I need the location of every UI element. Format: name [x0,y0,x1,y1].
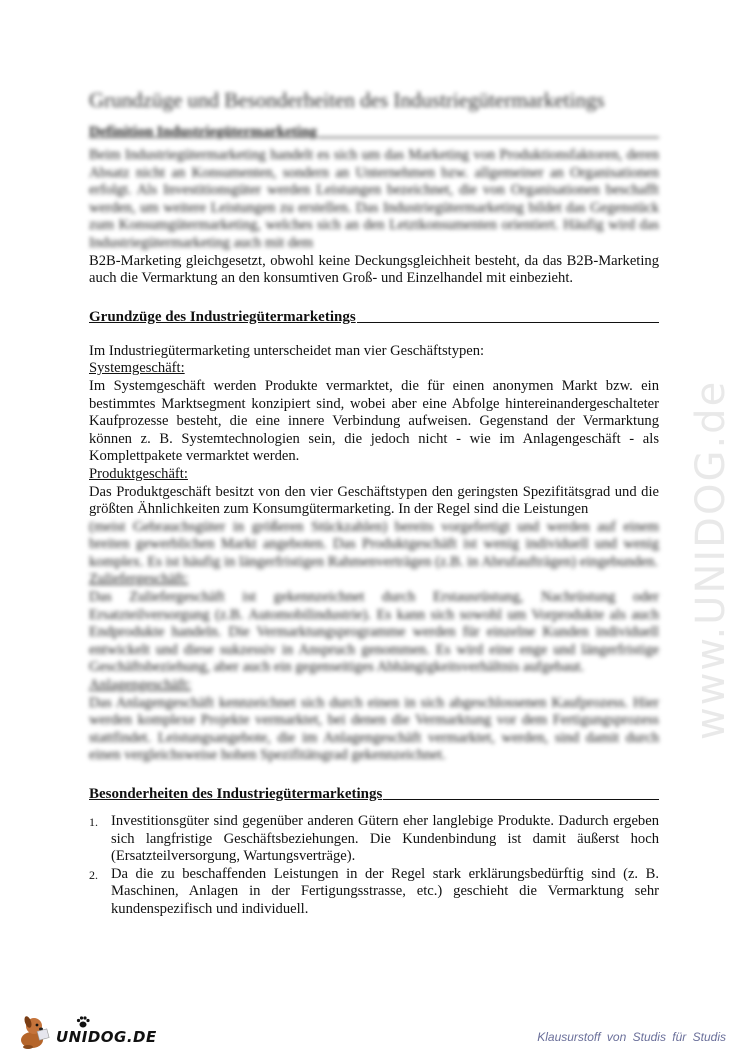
product-paragraph-blurred: (meist Gebrauchsgüter in größeren Stückzahlen) bereits vorgefertigt und werden auf einem breiten gewerblichen Markt angeboten. Das Produktgeschäft ist wenig individuell und wenig komplex. Es ist häufig in längerfristigen Rahmenverträgen (z.B. in Abrufaufträgen) eingebunden. [89,518,659,570]
subheading-anlagengeschaeft: Anlagengeschäft: [89,677,192,694]
section-heading-label: Besonderheiten des Industriegütermarketings [89,786,383,802]
section-heading-label: Grundzüge des Industriegütermarketings [89,308,356,325]
intro-paragraph: Im Industriegütermarketing unterscheidet man vier Geschäftstypen: [89,342,485,359]
section-heading-label: Definition Industriegütermarketing [89,124,317,140]
logo-text: UNIDOG.DE [56,1028,157,1046]
supplier-paragraph: Das Zuliefergeschäft ist gekennzeichnet durch Erstausrüstung, Nachrüstung oder Ersatzteilversorgung (z.B. Automobilindustrie). Es kann sich sowohl um Vorprodukte als auch Endprodukte handeln. Die Vermarktungsprogramme werden für einzelne Kunden individuell entwickelt und diese sukzessiv in Anspruch genommen. Es wird eine enge und längerfristige Geschäftsbeziehung, aber auch ein gegenseitiges Abhängigkeitsverhältnis aufgebaut. [89,589,659,676]
product-paragraph-clear: Das Produktgeschäft besitzt von den vier Geschäftstypen den geringsten Spezifitätsgrad und die größten Ähnlichkeiten zum Konsumgütermarketing. In der Regel sind die Leistungen [89,483,659,518]
footer-tagline: Klausurstoff von Studis für Studis [537,1030,726,1044]
document-content [89,88,659,919]
system-paragraph: Im Systemgeschäft werden Produkte vermarktet, die für einen anonymen Markt bzw. ein bestimmtes Marktsegment konzipiert sind, wobei aber eine Abfolge hintereinandergeschalteter Kaufprozesse besteht, die eine innere Verbindung aufweisen. Gegenstand der Vermarktung können z. B. Systemtechnologien sein, die jedoch nicht - wie im Anlagengeschäft - als Komplettpakete vermarktet werden. [89,377,659,465]
list-number: 1. [89,815,98,829]
list-text: Investitionsgüter sind gegenüber anderen Gütern eher langlebige Produkte. Dadurch ergeben sich langfristige Geschäftsbeziehungen. Die Kundenbindung ist damit äußerst hoch (Ersatzteilversorgung, Wartungsverträge). [111,813,659,865]
document-title: Grundzüge und Besonderheiten des Industriegütermarketings [89,88,605,112]
heading-rule [383,799,659,800]
list-item [89,866,659,919]
besonderheiten-list [89,813,659,919]
heading-rule [357,322,659,323]
subheading-zuliefergeschaeft: Zuliefergeschäft: [89,571,189,588]
plant-paragraph: Das Anlagengeschäft kennzeichnet sich durch einen in sich abgeschlossenen Kaufprozess. Hier werden komplexe Projekte vermarktet, bei denen die Vermarktung vor dem Fertigungsprozess stattfindet. Leistungsangebote, die im Anlagengeschäft vermarktet, werden, sind damit durch einen vergleichsweise hohen Spezifitätsgrad gekennzeichnet. [89,694,659,764]
section-heading-grundzuege [89,308,659,326]
section-heading-definition [89,123,659,141]
unidog-logo [18,1014,157,1050]
watermark: www.UNIDOG.de [688,379,734,740]
list-number: 2. [89,867,98,882]
list-item [89,813,659,866]
section-heading-besonderheiten [89,785,659,803]
list-text: Da die zu beschaffenden Leistungen in der Regel stark erklärungsbedürftig sind (z. B. Maschinen, Anlagen in der Fertigungsstrasse, etc.) geschieht die Vermarktung sehr kundenspezifisch und individuell. [111,865,659,917]
heading-rule [318,137,659,138]
subheading-systemgeschaeft: Systemgeschäft: [89,360,185,377]
dog-mascot-icon [18,1014,54,1050]
definition-blurred-paragraph: Beim Industriegütermarketing handelt es sich um das Marketing von Produktionsfaktoren, deren Absatz nicht an Konsumenten, sondern an Unternehmen bzw. allgemeiner an Organisationen erfolgt. Als Investitionsgüter werden Leistungen bezeichnet, die von Organisationen beschafft werden, um weitere Leistungen zu erstellen. Das Industriegütermarketing bildet das Gegenstück zum Konsumgütermarketing, welches sich an den Letztkonsumenten orientiert. Häufig wird das Industriegütermarketing auch mit dem [89,147,659,251]
definition-clear-paragraph: B2B-Marketing gleichgesetzt, obwohl keine Deckungsgleichheit besteht, da das B2B-Marketing auch die Vermarktung an den konsumtiven Groß- und Einzelhandel mit einbezieht. [89,252,659,287]
paw-icon [76,1016,90,1028]
subheading-produktgeschaeft: Produktgeschäft: [89,465,188,482]
